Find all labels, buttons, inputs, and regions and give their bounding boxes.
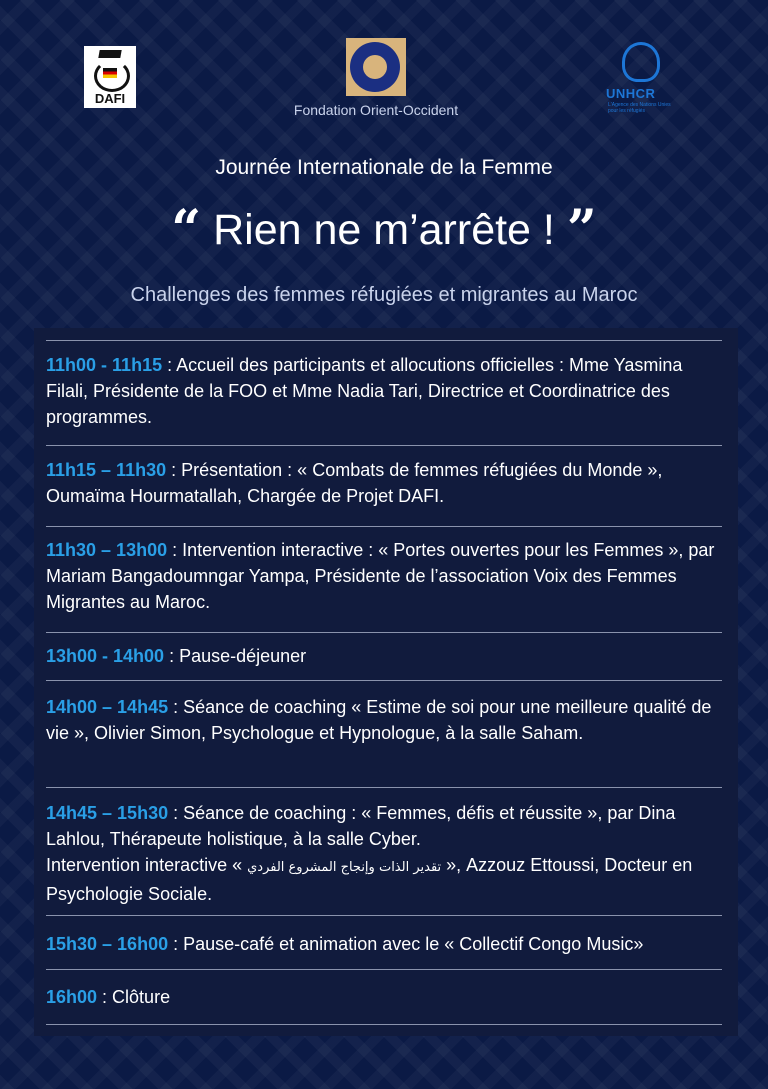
program-time: 15h30 – 16h00 (46, 934, 169, 954)
sun-center-icon (363, 55, 387, 79)
program-extra-before: Intervention interactive « (46, 855, 248, 875)
event-title: Journée Internationale de la Femme (215, 156, 553, 179)
program-time: 14h00 – 14h45 (46, 697, 169, 717)
divider (46, 632, 722, 633)
program-time: 11h30 – 13h00 (46, 540, 168, 560)
graduation-cap-icon (98, 50, 121, 58)
program-item (46, 931, 726, 957)
flag-icon (103, 68, 117, 78)
program-panel (34, 328, 738, 1036)
divider (46, 1024, 722, 1025)
program-time: 16h00 (46, 987, 98, 1007)
program-time: 14h45 – 15h30 (46, 803, 169, 823)
slogan-text: Rien ne m’arrête ! (213, 206, 555, 254)
program-item (46, 537, 726, 615)
program-description: : Présentation : « Combats de femmes réfugiées du Monde », Oumaïma Hourmatallah, Chargée de Projet DAFI. (46, 460, 663, 506)
program-description: : Accueil des participants et allocutions officielles : Mme Yasmina Filali, Présidente de la FOO et Mme Nadia Tari, Directrice et Coordinatrice des programmes. (46, 355, 683, 427)
divider (46, 340, 722, 341)
divider (46, 526, 722, 527)
divider (46, 915, 722, 916)
divider (46, 787, 722, 788)
program-item (46, 643, 726, 669)
program-time: 11h00 - 11h15 (46, 355, 163, 375)
program-description: : Séance de coaching : « Femmes, défis et réussite », par Dina Lahlou, Thérapeute holistique, à la salle Cyber. (46, 803, 676, 849)
program-extra-after: », Azzouz Ettoussi, Docteur en Psychologie Sociale. (46, 855, 693, 904)
program-description: : Clôture (97, 987, 171, 1007)
unhcr-logo-subtext: L'Agence des Nations Unies pour les réfugiés (608, 102, 671, 114)
open-quote-icon: “ (171, 199, 202, 260)
program-item (46, 800, 726, 907)
fondation-orient-occident-logo (346, 38, 406, 96)
close-quote-icon: ” (566, 199, 597, 260)
program-item (46, 694, 726, 746)
program-item (46, 352, 726, 430)
divider (46, 680, 722, 681)
dafi-logo-text: DAFI (94, 91, 126, 106)
unhcr-emblem-icon (622, 42, 660, 82)
subtitle: Challenges des femmes réfugiées et migrantes au Maroc (130, 284, 638, 306)
program-item (46, 984, 726, 1010)
divider (46, 445, 722, 446)
program-description: : Séance de coaching « Estime de soi pour une meilleure qualité de vie », Olivier Simon, Psychologue et Hypnologue, à la salle Saham. (46, 697, 712, 743)
program-item (46, 457, 726, 509)
program-description: : Pause-déjeuner (164, 646, 307, 666)
program-description: : Pause-café et animation avec le « Collectif Congo Music» (168, 934, 644, 954)
unhcr-logo (606, 42, 678, 114)
program-time: 13h00 - 14h00 (46, 646, 165, 666)
divider (46, 969, 722, 970)
program-description: : Intervention interactive : « Portes ouvertes pour les Femmes », par Mariam Bangadoumngar Yampa, Présidente de l’association Voix des Femmes Migrantes au Maroc. (46, 540, 715, 612)
foundation-name: Fondation Orient-Occident (293, 102, 459, 118)
program-time: 11h15 – 11h30 (46, 460, 167, 480)
arabic-title: تقدير الذات وإنجاج المشروع الفردي (247, 860, 442, 875)
unhcr-logo-text: UNHCR (606, 86, 656, 101)
slogan (0, 200, 768, 260)
dafi-logo (84, 46, 136, 108)
